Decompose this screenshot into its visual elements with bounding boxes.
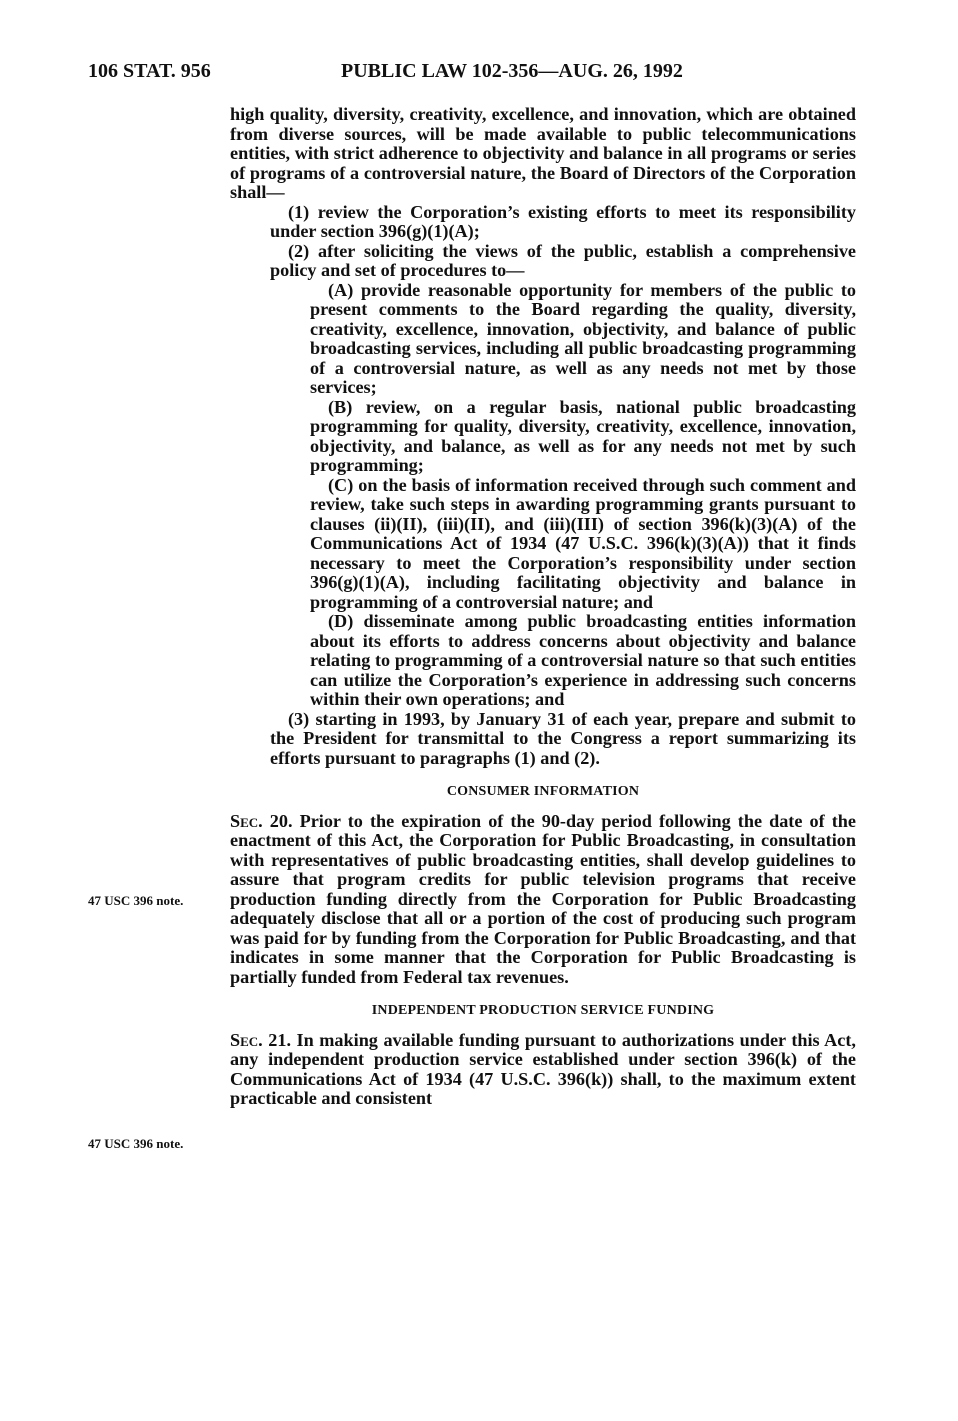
public-law-title: PUBLIC LAW 102-356—AUG. 26, 1992 [341,60,683,82]
section-heading-independent-production: INDEPENDENT PRODUCTION SERVICE FUNDING [371,1003,715,1018]
subparagraph-d: (D) disseminate among public broadcasting entities information about its efforts to address concerns about objectivity and balance relating to programming of a controversial nature so that such entities can utilize the Corporation’s experience in addressing such concerns within their own operations; and [310,611,856,709]
subparagraph-c: (C) on the basis of information received through such comment and review, take such steps in awarding programming grants pursuant to clauses (ii)(II), (iii)(II), and (iii)(III) of section 396(k)(3)(A) of the Communications Act of 1934 (47 U.S.C. 396(k)(3)(A)) that it finds necessary to meet the Corporation’s responsibility under section 396(g)(1)(A), including facilitating objectivity and balance in programming of a controversial nature; and [310,474,856,612]
margin-note-sec20: 47 USC 396 note. [88,893,184,908]
section-21-label: Sec. 21. [230,1029,291,1050]
statute-page-ref: 106 STAT. 956 [88,60,211,82]
section-21-text: In making available funding pursuant to authorizations under this Act, any independent production service established under section 396(k) of the Communications Act of 1934 (47 U.S.C. 396(k)) shall, to the maximum extent practicable and consistent [230,1029,856,1108]
paragraph-3: (3) starting in 1993, by January 31 of each year, prepare and submit to the President for transmittal to the Congress a report summarizing its efforts pursuant to paragraphs (1) and (2). [270,708,856,768]
page-header [88,60,862,90]
body-text [230,105,856,1109]
section-21 [230,1031,856,1109]
intro-paragraph: high quality, diversity, creativity, excellence, and innovation, which are obtained from diverse sources, will be made available to public telecommunications entities, with strict adherence to objectivity and balance in all programs or series of programs of a controversial nature, the Board of Directors of the Corporation shall— [230,104,856,202]
subparagraph-a: (A) provide reasonable opportunity for members of the public to present comments to the Board regarding the quality, diversity, creativity, excellence, innovation, objectivity, and balance of public broadcasting services, including all public broadcasting programming of a controversial nature, as well as any needs not met by those services; [310,279,856,397]
margin-note-sec21: 47 USC 396 note. [88,1136,184,1151]
subparagraph-b: (B) review, on a regular basis, national public broadcasting programming for quality, diversity, creativity, excellence, innovation, objectivity, and balance, as well as for any needs not met by such programming; [310,396,856,475]
section-heading-consumer-information: CONSUMER INFORMATION [446,784,640,799]
section-20-label: Sec. 20. [230,810,293,831]
paragraph-2: (2) after soliciting the views of the public, establish a comprehensive policy and set of procedures to— [270,240,856,280]
paragraph-1: (1) review the Corporation’s existing efforts to meet its responsibility under section 396(g)(1)(A); [270,201,856,241]
section-20 [230,812,856,988]
section-20-text: Prior to the expiration of the 90-day period following the date of the enactment of this Act, the Corporation for Public Broadcasting, in consultation with representatives of public broadcasting entities, shall develop guidelines to assure that program credits for public television programs that receive production funding directly from the Corporation for Public Broadcasting adequately disclose that all or a portion of the cost of producing such program was paid for by funding from the Corporation for Public Broadcasting, and that indicates in some manner that the Corporation for Public Broadcasting is partially funded from Federal tax revenues. [230,810,856,987]
